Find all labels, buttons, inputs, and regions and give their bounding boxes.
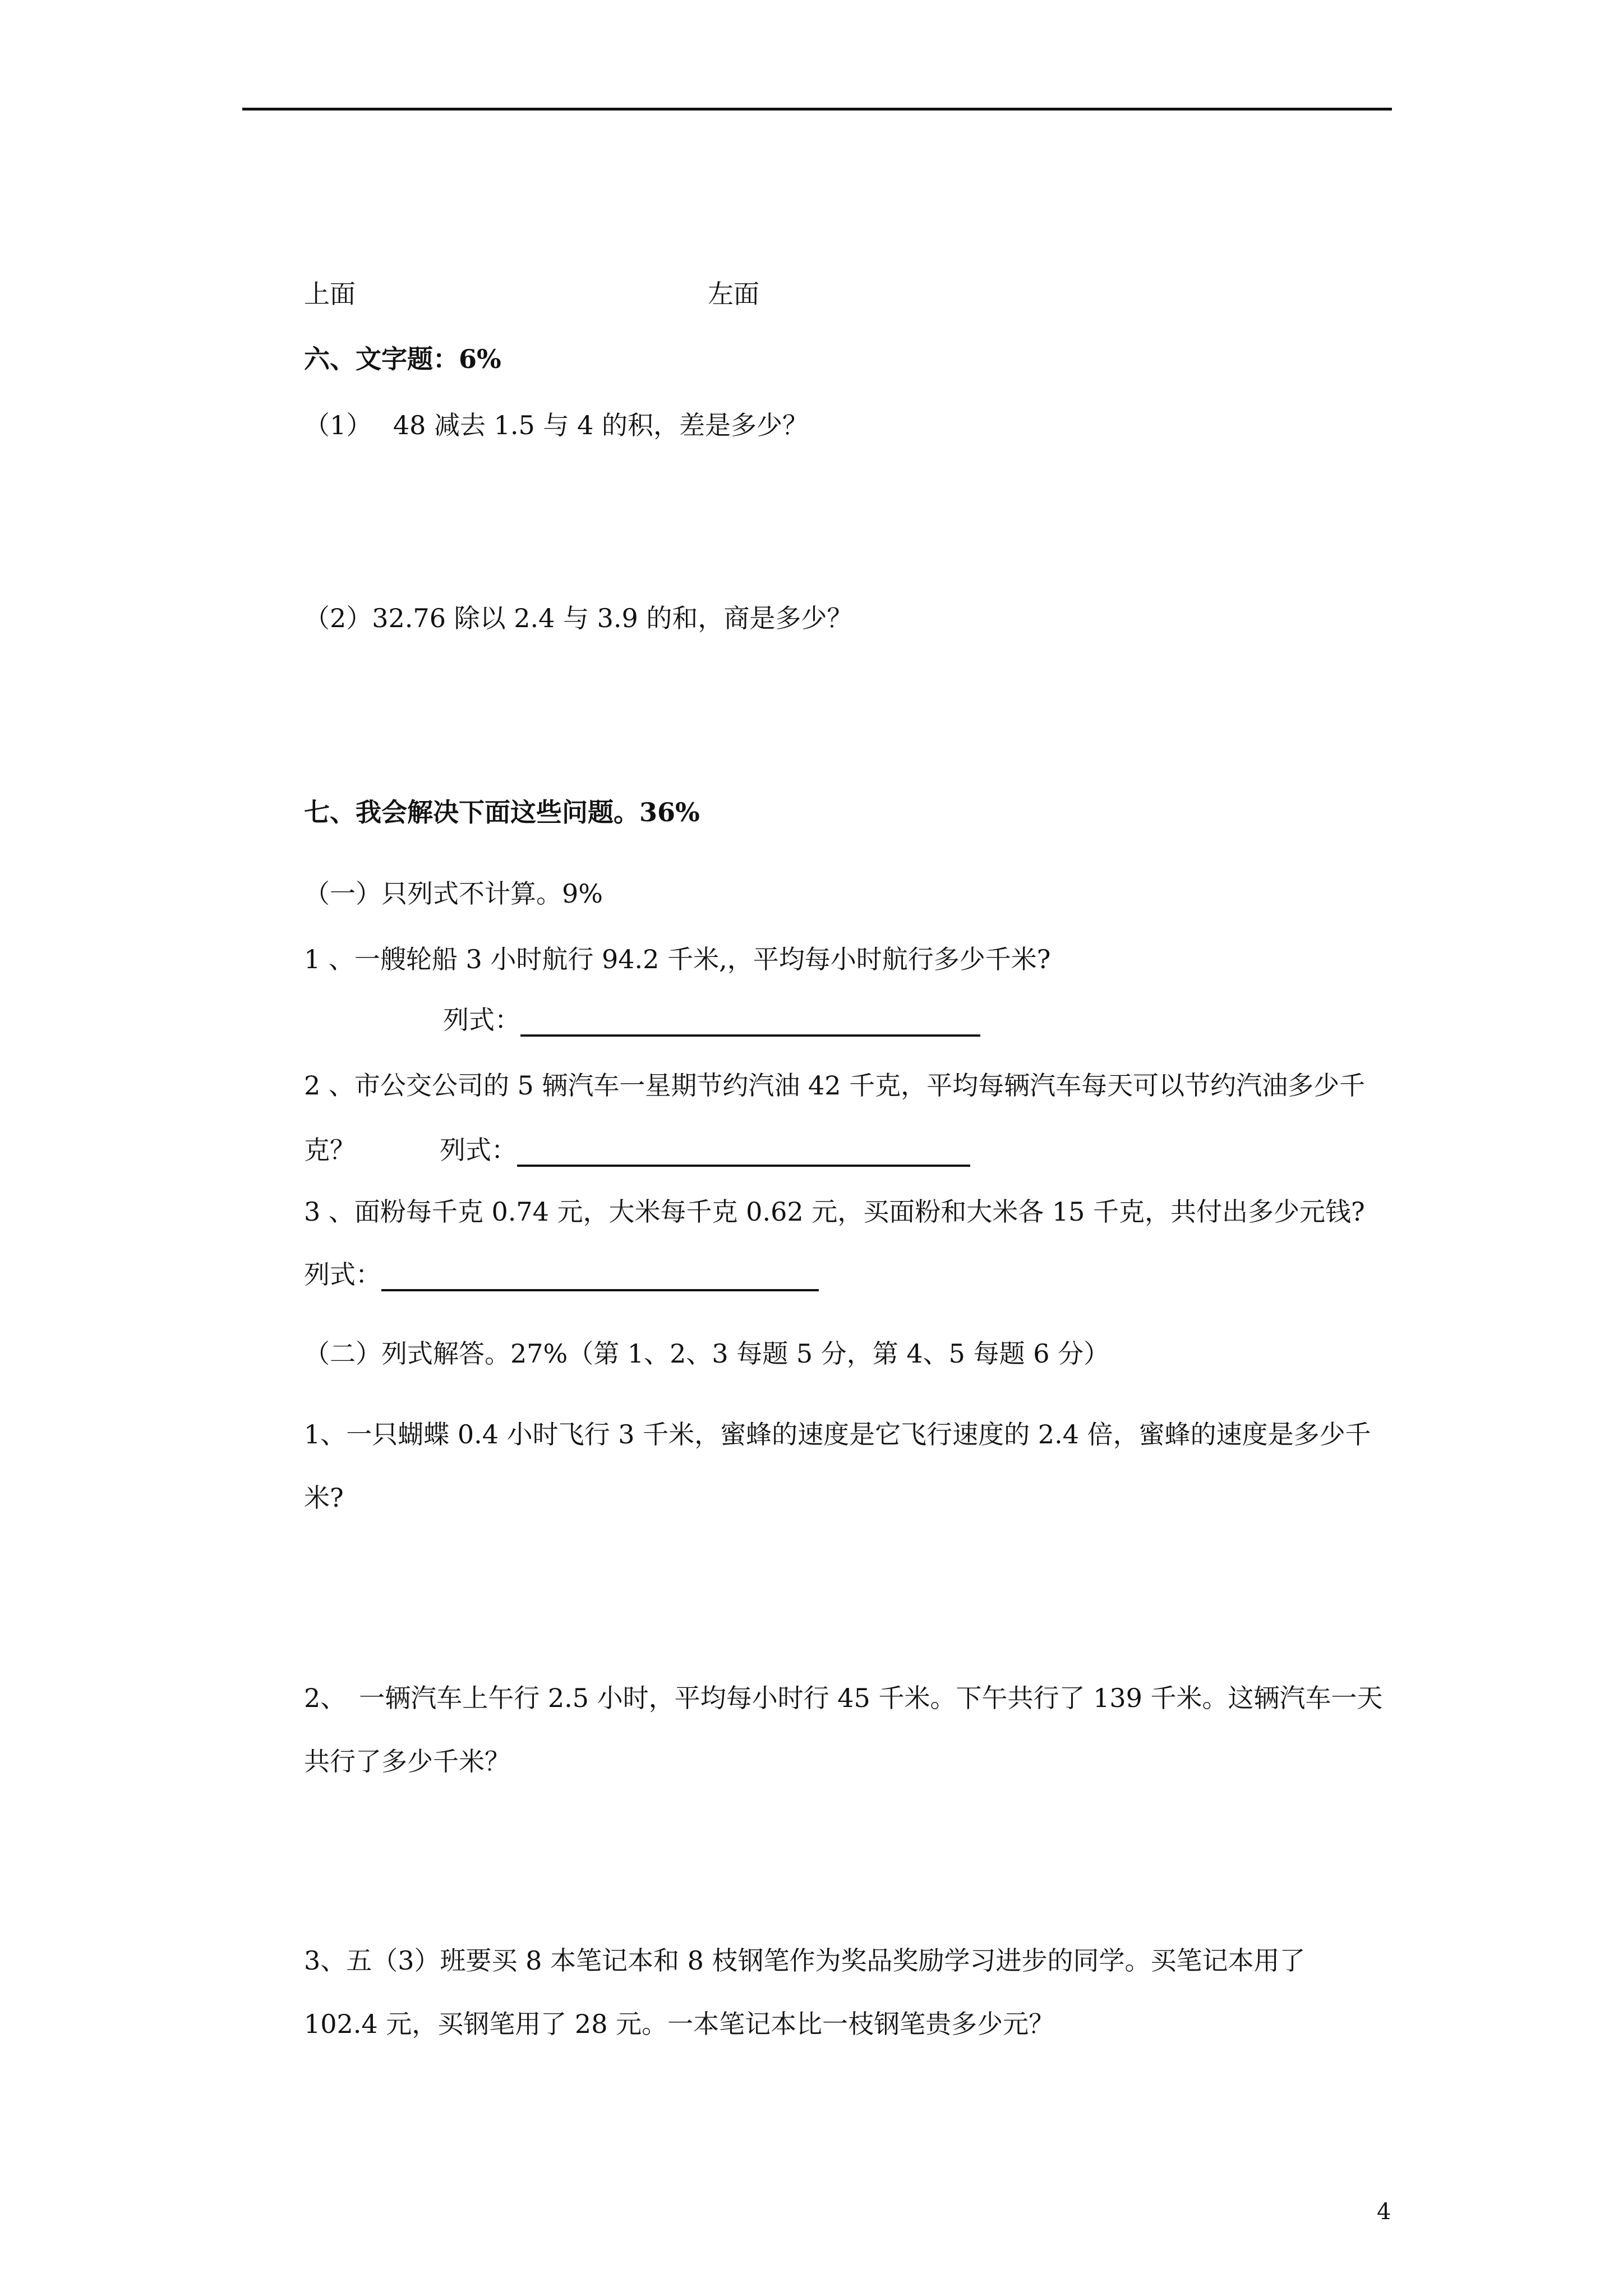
- part1-question-1-formula: [443, 1003, 980, 1037]
- section7-heading: 七、我会解决下面这些问题。36%: [304, 797, 700, 827]
- part1-question-1: 1 、一艘轮船 3 小时航行 94.2 千米,，平均每小时航行多少千米?: [304, 944, 1051, 974]
- part1-question-3-formula: [304, 1258, 819, 1291]
- part1-question-2-line1: 2 、市公交公司的 5 辆汽车一星期节约汽油 42 千克，平均每辆汽车每天可以节约汽油多少千: [304, 1070, 1366, 1101]
- part1-question-3: 3 、面粉每千克 0.74 元，大米每千克 0.62 元，买面粉和大米各 15 千克，共付出多少元钱?: [304, 1197, 1365, 1227]
- view-label-left: 左面: [708, 279, 759, 309]
- part2-question-3-line1: 3、五（3）班要买 8 本笔记本和 8 枝钢笔作为奖品奖励学习进步的同学。买笔记本用了: [304, 1945, 1306, 1976]
- section6-question-2: （2）32.76 除以 2.4 与 3.9 的和，商是多少？: [304, 603, 853, 633]
- part2-question-1-line2: 米?: [304, 1483, 344, 1513]
- header-rule: [242, 108, 1392, 111]
- part1-heading: （一）只列式不计算。9%: [304, 878, 603, 909]
- formula-answer-line[interactable]: [517, 1141, 970, 1167]
- question-2-continuation: 克？: [304, 1135, 356, 1165]
- part2-question-1-line1: 1、一只蝴蝶 0.4 小时飞行 3 千米，蜜蜂的速度是它飞行速度的 2.4 倍，蜜蜂的速度是多少千: [304, 1419, 1371, 1450]
- part2-question-2-line2: 共行了多少千米？: [304, 1746, 510, 1777]
- section6-question-1: （1） 48 减去 1.5 与 4 的积，差是多少？: [304, 410, 808, 440]
- formula-label: 列式：: [440, 1135, 517, 1165]
- section6-heading: 六、文字题：6%: [304, 344, 501, 374]
- formula-answer-line[interactable]: [381, 1266, 819, 1291]
- page-number: 4: [1377, 2199, 1391, 2225]
- view-label-top: 上面: [304, 279, 356, 309]
- formula-answer-line[interactable]: [520, 1011, 980, 1037]
- formula-label: 列式：: [443, 1005, 520, 1035]
- part2-heading: （二）列式解答。27%（第 1、2、3 每题 5 分，第 4、5 每题 6 分）: [304, 1338, 1110, 1369]
- formula-label: 列式：: [304, 1259, 381, 1290]
- part2-question-3-line2: 102.4 元，买钢笔用了 28 元。一本笔记本比一枝钢笔贵多少元？: [304, 2009, 1055, 2039]
- part2-question-2-line1: 2、 一辆汽车上午行 2.5 小时，平均每小时行 45 千米。下午共行了 139 千米。这辆汽车一天: [304, 1683, 1383, 1713]
- part1-question-2-line2: [304, 1133, 970, 1167]
